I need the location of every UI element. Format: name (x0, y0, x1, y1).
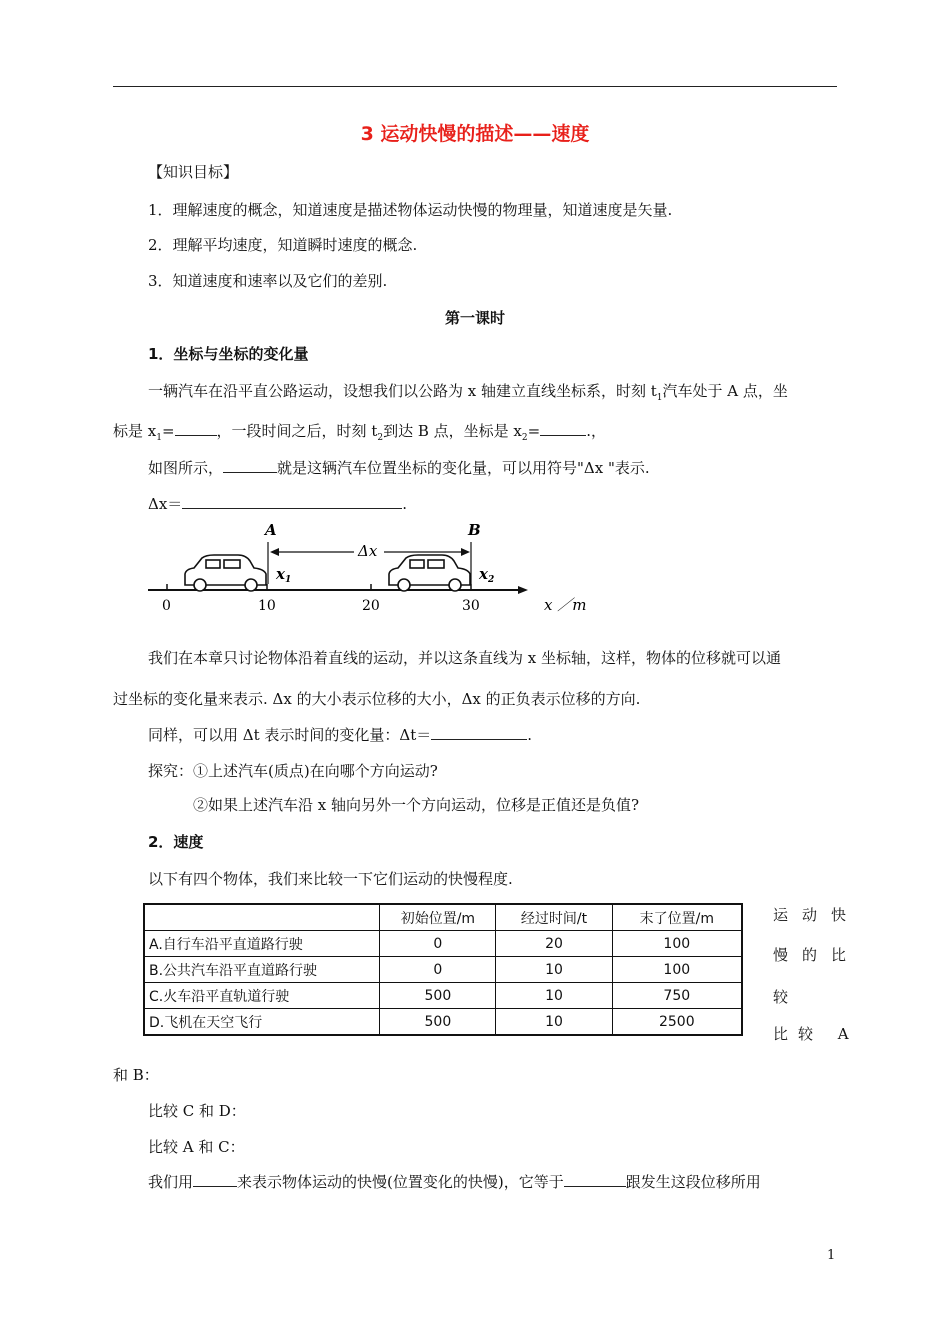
page-title: 3 运动快慢的描述——速度 (360, 123, 590, 145)
arrow-right-icon (461, 548, 470, 556)
x1-label: $x_1$ (276, 565, 292, 585)
table-cell: 20 (496, 931, 612, 957)
table-cell: 10 (496, 1009, 612, 1036)
lesson-heading: 第一课时 (444, 309, 505, 327)
table-cell: 100 (612, 957, 742, 983)
table-cell: 100 (612, 931, 742, 957)
table-row (144, 983, 742, 1009)
table-cell: B.公共汽车沿平直道路行驶 (144, 957, 380, 983)
tick-label-0: 0 (162, 598, 171, 614)
tick-label-10: 10 (258, 598, 276, 614)
table-row (144, 957, 742, 983)
table-header-cell: 经过时间/t (496, 904, 612, 931)
table-cell: 10 (496, 957, 612, 983)
point-a-label: A (265, 521, 277, 539)
delta-x-label: Δx (358, 542, 378, 560)
point-b-label: B (468, 521, 481, 539)
answer-blank[interactable] (175, 421, 217, 436)
table-header-cell: 末了位置/m (612, 904, 742, 931)
paragraph-line: 同样，可以用 Δt 表示时间的变化量：Δt＝ . (148, 726, 533, 744)
compare-cd: 比较 C 和 D： (148, 1102, 246, 1120)
answer-blank[interactable] (223, 458, 277, 473)
tick-label-20: 20 (362, 598, 380, 614)
car-displacement-figure (140, 518, 600, 622)
paragraph-line: 如图所示， 就是这辆汽车位置坐标的变化量，可以用符号"Δx "表示. (148, 459, 650, 477)
comparison-table (143, 903, 743, 1036)
table-header-cell (144, 904, 380, 931)
paragraph-line: 我们在本章只讨论物体沿着直线的运动，并以这条直线为 x 坐标轴，这样，物体的位移就可以通 (148, 649, 781, 667)
axis-arrow-icon (518, 586, 528, 594)
x2-label: $x_2$ (479, 565, 495, 585)
section1-heading: 1．坐标与坐标的变化量 (148, 345, 309, 363)
answer-blank[interactable] (564, 1172, 626, 1187)
objectives-heading: 【知识目标】 (148, 163, 239, 181)
answer-blank[interactable] (182, 494, 402, 509)
side-text: 慢的比 (773, 946, 861, 964)
compare-ab: 和 B： (113, 1066, 159, 1084)
table-cell: 10 (496, 983, 612, 1009)
table-row (144, 931, 742, 957)
tick-label-30: 30 (462, 598, 480, 614)
section2-heading: 2．速度 (148, 833, 204, 851)
table-cell: 750 (612, 983, 742, 1009)
paragraph-line: 标是 $x_1=$ ，一段时间之后，时刻 $t_2$到达 B 点，坐标是 $x_2=$ .， (113, 422, 606, 443)
table-cell: 500 (380, 1009, 496, 1036)
paragraph-line: Δx＝ . (148, 495, 408, 513)
table-cell: D.飞机在天空飞行 (144, 1009, 380, 1036)
side-text: 运动快 (773, 906, 861, 924)
objective-item: 1．理解速度的概念，知道速度是描述物体运动快慢的物理量，知道速度是矢量. (148, 201, 673, 219)
table-header-row (144, 904, 742, 931)
table-row (144, 1009, 742, 1036)
arrow-left-icon (270, 548, 279, 556)
compare-ac: 比较 A 和 C： (148, 1138, 245, 1156)
header-rule (113, 86, 837, 87)
car-b-icon (389, 555, 470, 591)
question-1: 探究：①上述汽车(质点)在向哪个方向运动? (148, 762, 438, 780)
answer-blank[interactable] (431, 725, 527, 740)
answer-blank[interactable] (540, 421, 586, 436)
side-text: 比较 A (773, 1025, 859, 1043)
side-text: 较 (773, 988, 803, 1006)
table-cell: 0 (380, 931, 496, 957)
objective-item: 2．理解平均速度，知道瞬时速度的概念. (148, 236, 418, 254)
paragraph-line: 我们用 来表示物体运动的快慢(位置变化的快慢)，它等于 跟发生这段位移所用 (148, 1173, 761, 1191)
answer-blank[interactable] (193, 1172, 237, 1187)
section2-intro: 以下有四个物体，我们来比较一下它们运动的快慢程度. (148, 870, 513, 888)
page-number: 1 (827, 1248, 836, 1263)
paragraph-line: 过坐标的变化量来表示. Δx 的大小表示位移的大小，Δx 的正负表示位移的方向. (113, 690, 641, 708)
table-cell: 500 (380, 983, 496, 1009)
car-a-icon (185, 555, 266, 591)
objective-item: 3．知道速度和速率以及它们的差别. (148, 272, 388, 290)
axis-label: x ／m (544, 596, 587, 614)
table-cell: 2500 (612, 1009, 742, 1036)
paragraph-line: 一辆汽车在沿平直公路运动，设想我们以公路为 x 轴建立直线坐标系，时刻 $t_1$汽车处于 A 点，坐 (148, 382, 788, 403)
table-cell: 0 (380, 957, 496, 983)
question-2: ②如果上述汽车沿 x 轴向另外一个方向运动，位移是正值还是负值? (193, 796, 640, 814)
table-header-cell: 初始位置/m (380, 904, 496, 931)
table-cell: C.火车沿平直轨道行驶 (144, 983, 380, 1009)
table-cell: A.自行车沿平直道路行驶 (144, 931, 380, 957)
